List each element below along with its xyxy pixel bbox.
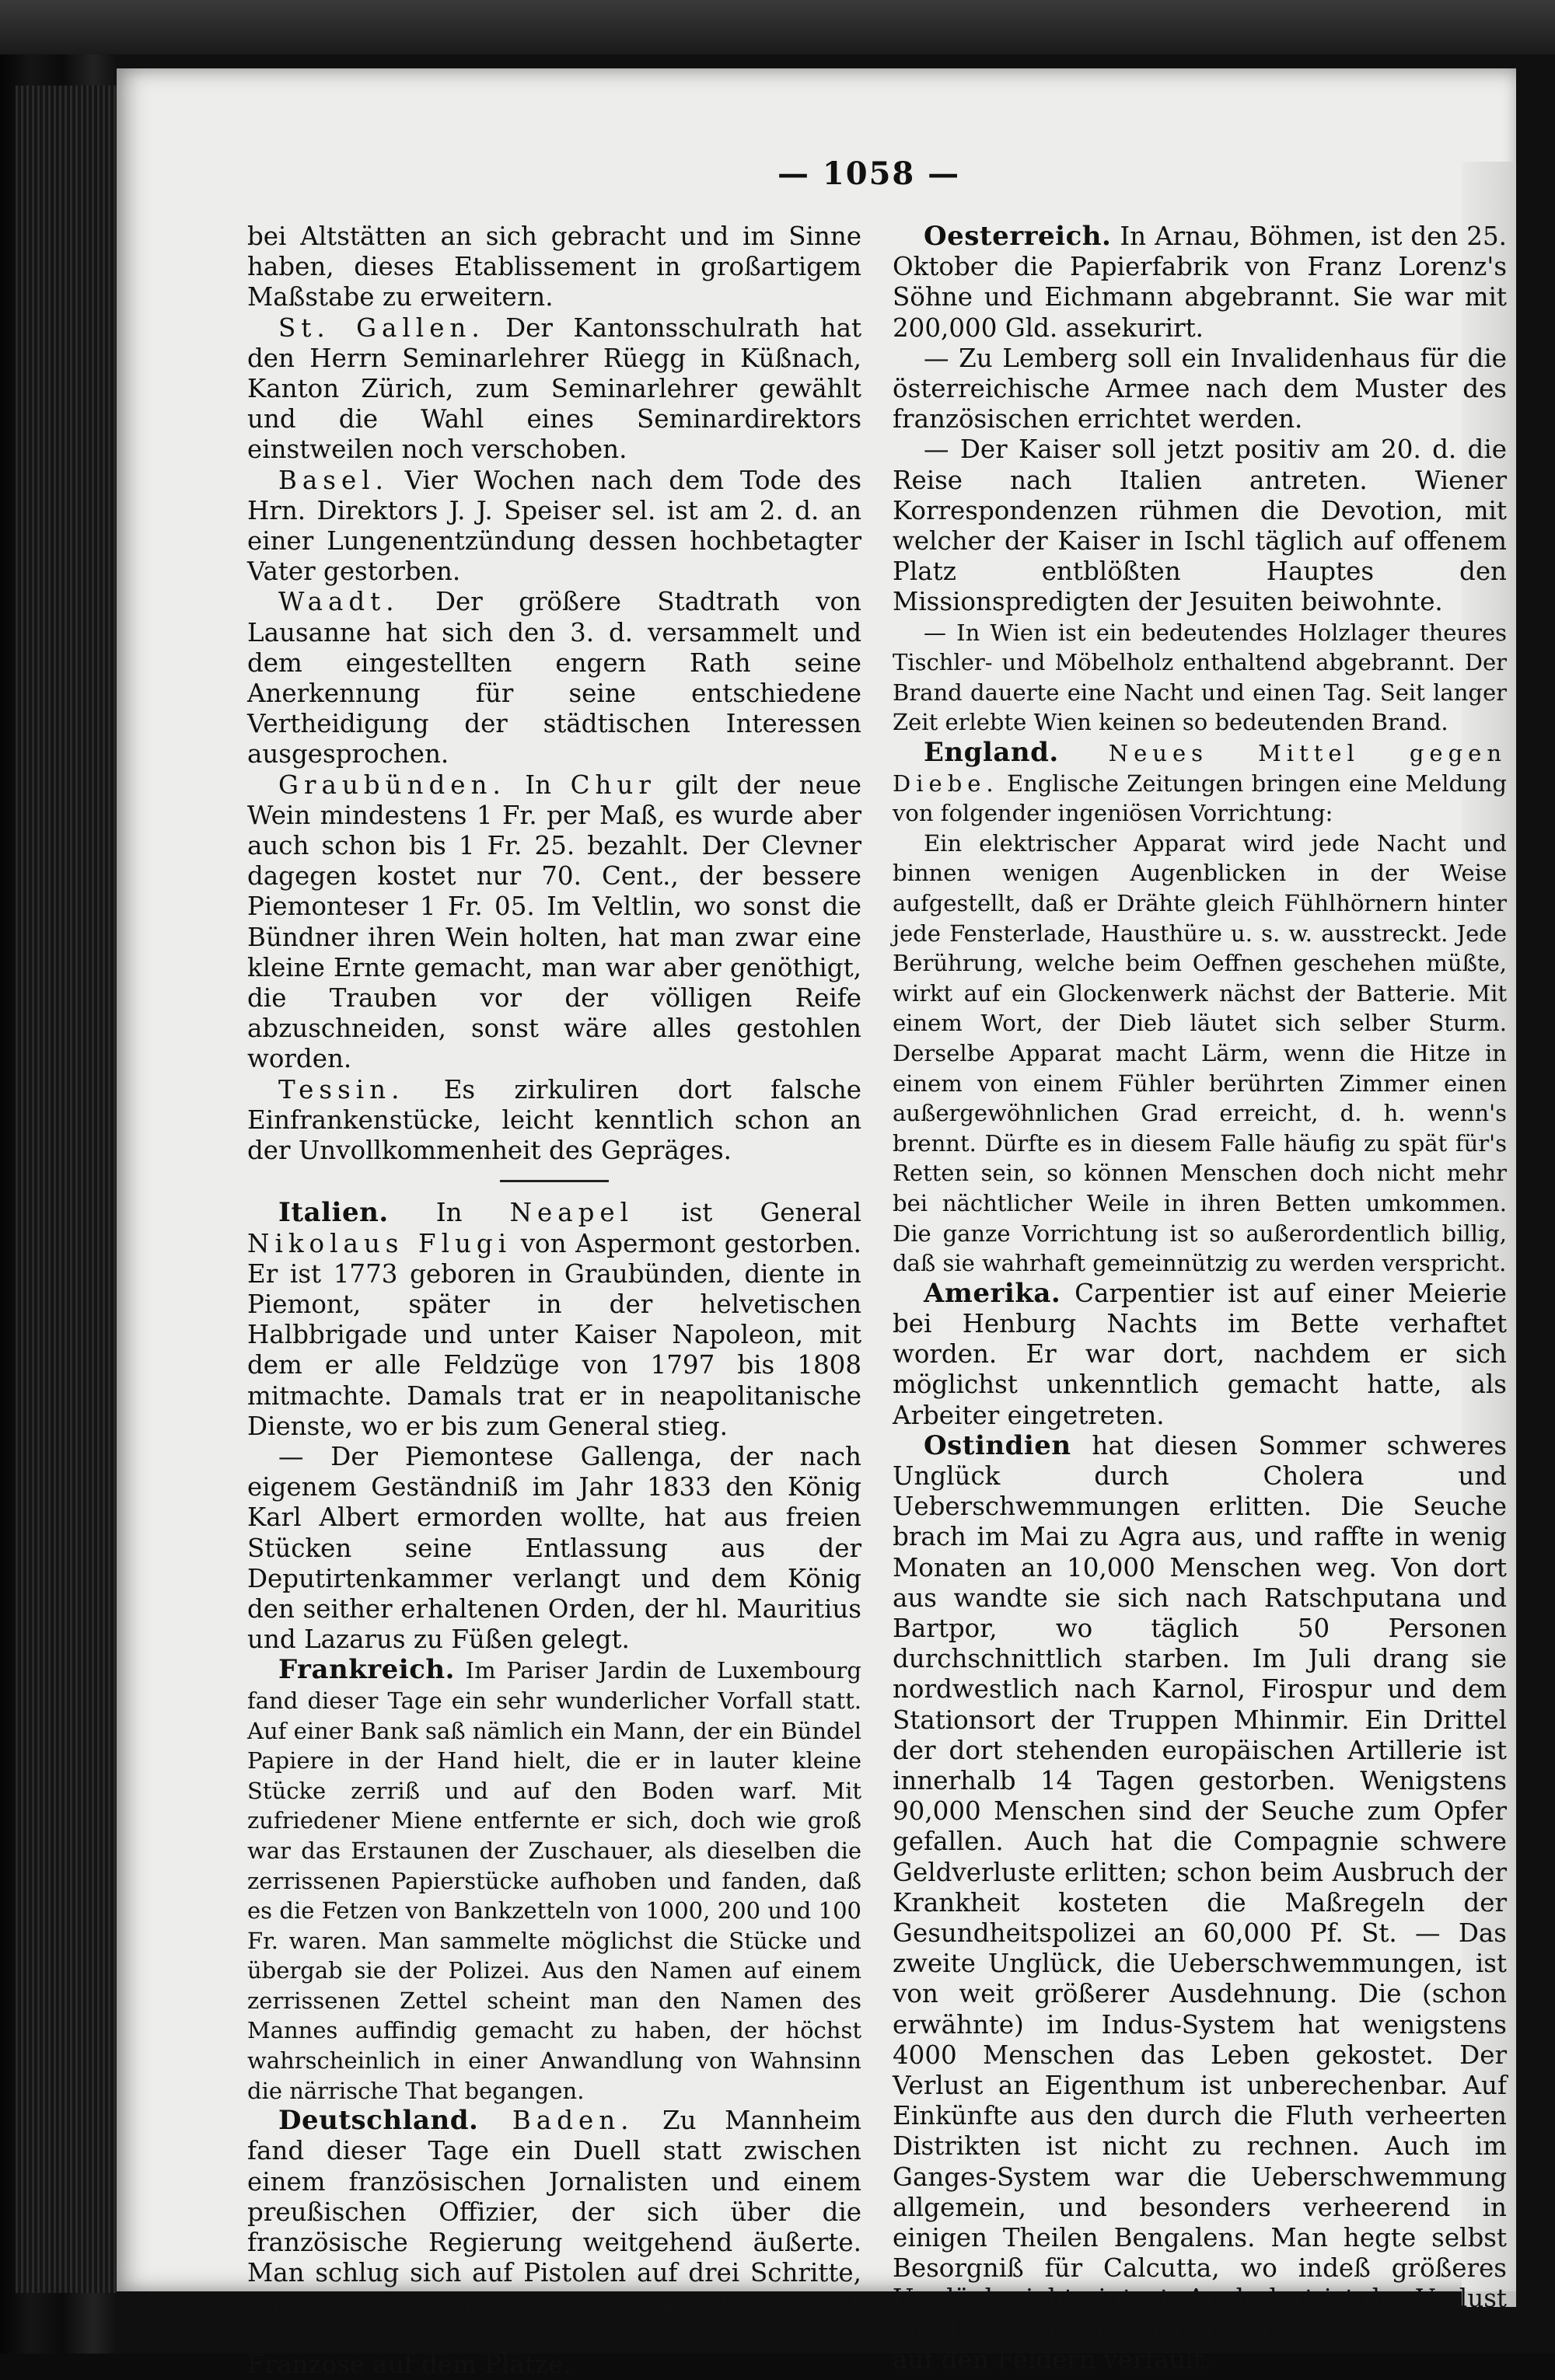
heading-deutschland: Deutschland.: [278, 2105, 479, 2137]
article-england-apparat: Ein elektrischer Apparat wird jede Nacht und binnen wenigen Augenblicken in der Weise aufgestellt, daß er Drähte gleich Fühlhörnern hinter jede Fensterlade, Hausthüre u. s. w. ausstreckt. Jede Berührung, welche beim Oeffnen geschehen müßte, wirkt auf ein Glockenwerk nächst der Batterie. Mit einem Wort, der Dieb läutet sich selber Sturm. Derselbe Apparat macht Lärm, wenn die Hitze in einem von einem Fühler berührten Zimmer einen außergewöhnlichen Grad erreicht, d. h. wenn's brennt. Dürfte es in diesem Falle häufig zu spät für's Retten sein, so können Menschen doch nicht mehr bei nächtlicher Weile in ihren Betten umkommen. Die ganze Vorrichtung ist so außerordentlich billig, daß sie wahrhaft gemeinnützig zu werden verspricht.: [893, 829, 1507, 1277]
book-page-stack: [16, 85, 117, 2293]
heading-amerika: Amerika.: [924, 1277, 1061, 1309]
article-continuation: bei Altstätten an sich gebracht und im Sinne haben, dieses Etablissement in großartigem Maßstabe zu erweitern.: [247, 222, 861, 312]
article-italien-gallenga: — Der Piemontese Gallenga, der nach eigenem Geständniß im Jahr 1833 den König Karl Albert ermorden wollte, hat aus freien Stücken seine Entlassung aus der Deputirtenkammer verlangt und dem König den seither erhaltenen Orden, der hl. Mauritius und Lazarus zu Füßen gelegt.: [247, 1441, 861, 1655]
left-column: [247, 222, 861, 2380]
article-st-gallen: St. Gallen. Der Kantonsschulrath hat den Herrn Seminarlehrer Rüegg in Küßnach, Kanton Zürich, zum Seminarlehrer gewählt und die Wahl eines Seminardirektors einstweilen noch verschoben.: [247, 312, 862, 465]
place-basel: Basel.: [278, 465, 389, 495]
section-divider: [500, 1180, 609, 1182]
article-oesterreich-kaiser: — Der Kaiser soll jetzt positiv am 20. d. die Reise nach Italien antreten. Wiener Korrespondenzen rühmen die Devotion, mit welcher der Kaiser in Ischl täglich auf offenem Platz entblößten Hauptes den Missionspredigten der Jesuiten beiwohnte.: [893, 434, 1507, 617]
right-column: [893, 222, 1507, 2375]
heading-frankreich: Frankreich.: [278, 1654, 455, 1686]
article-basel: Basel. Vier Wochen nach dem Tode des Hrn. Direktors J. J. Speiser sel. ist am 2. d. an einer Lungenentzündung dessen hochbetagter Vater gestorben.: [247, 465, 861, 587]
place-tessin: Tessin.: [278, 1074, 405, 1105]
place-graubuenden: Graubünden.: [278, 769, 506, 800]
article-tessin: Tessin. Es zirkuliren dort falsche Einfrankenstücke, leicht kenntlich schon an der Unvollkommenheit des Gepräges.: [247, 1074, 861, 1166]
heading-ostindien: Ostindien: [924, 1429, 1071, 1461]
heading-oesterreich: Oesterreich.: [924, 221, 1112, 252]
article-oesterreich: Oesterreich. In Arnau, Böhmen, ist den 25. Oktober die Papierfabrik von Franz Lorenz's Söhne und Eichmann abgebrannt. Sie war mit 200,000 Gld. assekurirt.: [893, 221, 1507, 343]
article-frankreich: Frankreich. Im Pariser Jardin de Luxembourg fand dieser Tage ein sehr wunderlicher Vorfall statt. Auf einer Bank saß nämlich ein Mann, der ein Bündel Papiere in der Hand hielt, die er in lauter kleine Stücke zerriß und auf den Boden warf. Mit zufriedener Miene entfernte er sich, doch wie groß war das Erstaunen der Zuschauer, als dieselben die zerrissenen Papierstücke aufhoben und fanden, daß es die Fetzen von Bankzetteln von 1000, 200 und 100 Fr. waren. Man sammelte möglichst die Stücke und übergab sie der Polizei. Aus den Namen auf einem zerrissenen Zettel scheint man den Namen des Mannes auffindig gemacht zu haben, der höchst wahrscheinlich in einer Anwandlung von Wahnsinn die närrische That begangen.: [247, 1654, 861, 2104]
place-waadt: Waadt.: [278, 587, 400, 617]
article-deutschland: Deutschland. Baden. Zu Mannheim fand dieser Tage ein Duell statt zwischen einem französischen Jornalisten und einem preußischen Offizier, der sich über die französische Regierung weitgehend äußerte. Man schlug sich auf Pistolen auf drei Schritte, und da der Schuß versagte, auf Degen mit furchtbarer Hartnäckigkeit. Am Ende blieb der Franzose auf dem Platze.: [247, 2105, 861, 2379]
heading-italien: Italien.: [278, 1197, 389, 1229]
page-number: — 1058 —: [778, 155, 961, 192]
article-amerika: Amerika. Carpentier ist auf einer Meierie bei Henburg Nachts im Bette verhaftet worden. Er war dort, nachdem er sich möglichst unkenntlich gemacht hatte, als Arbeiter eingetreten.: [893, 1277, 1507, 1430]
article-ostindien: Ostindien hat diesen Sommer schweres Unglück durch Cholera und Ueberschwemmungen erlitten. Die Seuche brach im Mai zu Agra aus, und raffte in wenig Monaten an 10,000 Menschen weg. Von dort aus wandte sie sich nach Ratschputana und Bartpor, wo täglich 50 Personen durchschnittlich starben. Im Juli drang sie nordwestlich nach Karnol, Firospur und dem Stationsort der Truppen Mhinmir. Ein Drittel der dort stehenden europäischen Artillerie ist innerhalb 14 Tagen gestorben. Wenigstens 90,000 Menschen sind der Seuche zum Opfer gefallen. Auch hat die Compagnie schwere Geldverluste erlitten; schon beim Ausbruch der Krankheit kosteten die Maßregeln der Gesundheitspolizei an 60,000 Pf. St. — Das zweite Unglück, die Ueberschwemmungen, ist von weit größerer Ausdehnung. Die (schon erwähnte) im Indus-System hat wenigstens 4000 Menschen das Leben gekostet. Der Verlust an Eigenthum ist unberechenbar. Auf Einkünfte aus den durch die Fluth verheerten Distrikten ist nicht zu rechnen. Auch im Ganges-System war die Ueberschwemmung allgemein, und besonders verheerend in einigen Theilen Bengalens. Man hegte selbst Besorgniß für Calcutta, wo indeß größeres Unglück nicht eintrat. Auch dort ist der Verlust an Menschenleben bedeutend; die Reisernte ist auf den Feldern verfault.: [893, 1429, 1507, 2375]
place-st-gallen: St. Gallen.: [278, 312, 485, 343]
article-graubuenden: Graubünden. In Chur gilt der neue Wein mindestens 1 Fr. per Maß, es wurde aber auch schon bis 1 Fr. 25. bezahlt. Der Clevner dagegen kostet nur 70. Cent., der bessere Piemonteser 1 Fr. 05. Im Veltlin, wo sonst die Bündner ihren Wein holten, hat man zwar eine kleine Ernte gemacht, man war aber genöthigt, die Trauben vor der völligen Reife abzuschneiden, sonst wäre alles gestohlen worden.: [247, 769, 861, 1074]
article-oesterreich-lemberg: — Zu Lemberg soll ein Invalidenhaus für die österreichische Armee nach dem Muster des französischen errichtet werden.: [893, 343, 1507, 434]
article-oesterreich-wien: — In Wien ist ein bedeutendes Holzlager theures Tischler- und Möbelholz enthaltend abgebrannt. Der Brand dauerte eine Nacht und einen Tag. Seit langer Zeit erlebte Wien keinen so bedeutenden Brand.: [893, 619, 1507, 736]
article-england: England. Neues Mittel gegen Diebe. Englische Zeitungen bringen eine Meldung von folgender ingeniösen Vorrichtung:: [893, 737, 1507, 827]
article-italien: Italien. In Neapel ist General Nikolaus Flugi von Aspermont gestorben. Er ist 1773 geboren in Graubünden, diente in Piemont, später in der helvetischen Halbbrigade und unter Kaiser Napoleon, mit dem er alle Feldzüge von 1797 bis 1808 mitmachte. Damals trat er in neapolitanische Dienste, wo er bis zum General stieg.: [247, 1197, 861, 1441]
heading-england: England.: [924, 737, 1059, 769]
scan-top-edge: [0, 0, 1555, 54]
place-chur: Chur: [570, 769, 656, 800]
place-baden: Baden.: [478, 2106, 634, 2136]
article-waadt: Waadt. Der größere Stadtrath von Lausanne hat sich den 3. d. versammelt und dem eingestellten engern Rath seine Anerkennung für seine entschiedene Vertheidigung der städtischen Interessen ausgesprochen.: [247, 587, 861, 769]
